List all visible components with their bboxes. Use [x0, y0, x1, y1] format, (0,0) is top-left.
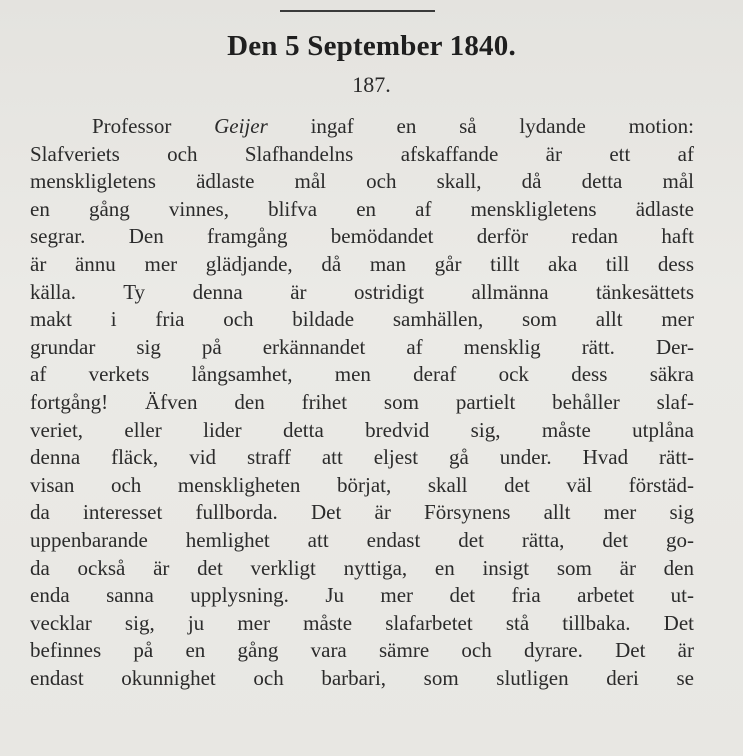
text-line: enda sanna upplysning. Ju mer det fria arbetet ut-	[30, 583, 694, 608]
text-segment: ingaf en så lydande motion:	[267, 114, 695, 138]
section-number: 187.	[352, 72, 391, 97]
text-line: fortgång! Äfven den frihet som partielt behåller slaf-	[30, 389, 694, 414]
text-line: denna fläck, vid straff att eljest gå under. Hvad rätt-	[30, 445, 694, 470]
text-segment: Professor	[92, 114, 215, 138]
top-rule-divider	[280, 10, 435, 12]
text-line: grundar sig på erkännandet af mensklig rätt. Der-	[30, 334, 694, 359]
text-line: da också är det verkligt nyttiga, en insigt som är den	[30, 555, 694, 580]
text-line: segrar. Den framgång bemödandet derför redan haft	[30, 224, 694, 249]
text-line	[30, 113, 694, 141]
text-line: befinnes på en gång vara sämre och dyrare. Det är	[30, 638, 694, 663]
text-line: menskligletens ädlaste mål och skall, då detta mål	[30, 169, 694, 194]
text-line: da interesset fullborda. Det är Försynens allt mer sig	[30, 500, 694, 525]
text-line: vecklar sig, ju mer måste slafarbetet stå tillbaka. Det	[30, 610, 694, 635]
page-heading: Den 5 September 1840.	[227, 30, 516, 62]
text-line: uppenbarande hemlighet att endast det rätta, det go-	[30, 527, 694, 552]
text-line: makt i fria och bildade samhällen, som allt mer	[30, 307, 694, 332]
body-paragraph	[30, 113, 694, 692]
text-line: endast okunnighet och barbari, som slutligen deri se	[30, 665, 694, 690]
text-line: af verkets långsamhet, men deraf ock dess säkra	[30, 362, 694, 387]
author-name: Geijer	[214, 114, 268, 138]
text-line: en gång vinnes, blifva en af menskligletens ädlaste	[30, 196, 694, 221]
text-line: visan och menskligheten börjat, skall det väl förstäd-	[30, 472, 694, 497]
text-line: Slafveriets och Slafhandelns afskaffande är ett af	[30, 141, 694, 166]
text-line: är ännu mer glädjande, då man går tillt aka till dess	[30, 251, 694, 276]
text-line: källa. Ty denna är ostridigt allmänna tänkesättets	[30, 279, 694, 304]
text-line: veriet, eller lider detta bredvid sig, måste utplåna	[30, 417, 694, 442]
